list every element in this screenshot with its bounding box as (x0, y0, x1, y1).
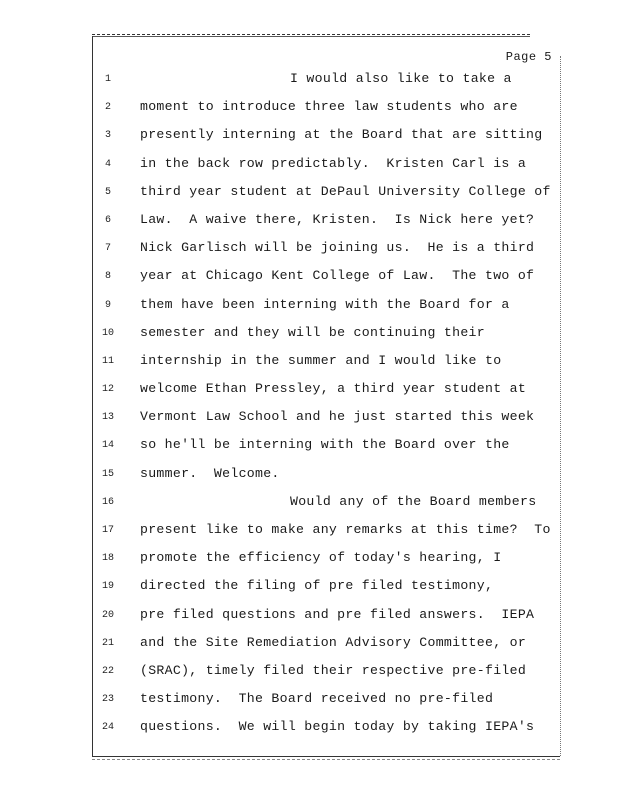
bottom-border-rule (92, 756, 560, 757)
transcript-line (0, 712, 618, 740)
transcript-line (0, 487, 618, 515)
transcript-line (0, 120, 618, 148)
line-number: 4 (104, 158, 111, 170)
transcript-line (0, 430, 618, 458)
line-number: 10 (101, 327, 114, 339)
line-number: 17 (101, 525, 114, 536)
line-number: 8 (104, 271, 111, 283)
line-number: 9 (104, 299, 111, 311)
transcript-line (0, 205, 618, 233)
transcript-line (0, 543, 618, 571)
transcript-line (0, 92, 618, 120)
line-number: 22 (101, 665, 114, 677)
line-text: welcome Ethan Pressley, a third year student at (140, 381, 527, 397)
line-text: Nick Garlisch will be joining us. He is a third (140, 240, 535, 256)
line-number: 11 (101, 355, 114, 367)
line-text: (SRAC), timely filed their respective pre-filed (140, 662, 527, 678)
line-text: presently interning at the Board that are sitting (140, 127, 543, 143)
transcript-line (0, 571, 618, 599)
line-number: 12 (101, 384, 114, 396)
transcript-line (0, 628, 618, 656)
line-number: 13 (101, 412, 114, 424)
transcript-line (0, 374, 618, 402)
transcript-line (0, 290, 618, 318)
line-text: moment to introduce three law students who are (140, 99, 518, 115)
transcript-line (0, 684, 618, 712)
line-text: so he'll be interning with the Board over the (140, 437, 510, 453)
line-text: and the Site Remediation Advisory Committee, or (140, 634, 527, 650)
transcript-line (0, 656, 618, 684)
top-border-rule (92, 34, 530, 35)
line-text: summer. Welcome. (140, 465, 280, 481)
line-text: Law. A waive there, Kristen. Is Nick here yet? (140, 211, 535, 227)
line-number: 20 (101, 609, 114, 621)
line-text: present like to make any remarks at this time? To (140, 522, 551, 537)
line-number: 21 (101, 637, 114, 649)
transcript-lines (0, 64, 618, 741)
transcript-line (0, 318, 618, 346)
line-number: 19 (101, 581, 114, 593)
line-text: them have been interning with the Board for a (140, 296, 510, 312)
line-text: pre filed questions and pre filed answers. IEPA (140, 606, 535, 622)
line-number: 2 (104, 102, 111, 114)
line-text: promote the efficiency of today's hearing, I (140, 550, 502, 566)
line-number: 15 (101, 468, 114, 480)
transcript-line (0, 149, 618, 177)
transcript-line (0, 459, 618, 487)
line-number: 7 (104, 243, 111, 255)
line-number: 18 (101, 553, 114, 565)
line-text: Vermont Law School and he just started this week (140, 409, 535, 425)
line-text: semester and they will be continuing their (140, 324, 485, 340)
line-text: third year student at DePaul University College of (140, 183, 551, 199)
bottom-border-rule-dashed (92, 759, 560, 760)
line-text: testimony. The Board received no pre-filed (140, 691, 494, 707)
transcript-line (0, 402, 618, 430)
page-number: Page 5 (505, 50, 552, 64)
transcript-line (0, 600, 618, 628)
line-number: 14 (101, 440, 114, 452)
line-text: directed the filing of pre filed testimony, (140, 578, 494, 594)
line-text: I would also like to take a (290, 71, 512, 86)
top-border-rule-solid (92, 36, 530, 37)
line-number: 1 (104, 74, 111, 85)
transcript-line (0, 177, 618, 205)
line-number: 23 (101, 694, 114, 706)
transcript-line (0, 346, 618, 374)
line-number: 16 (101, 496, 114, 508)
transcript-line (0, 261, 618, 289)
transcript-line (0, 64, 618, 92)
line-text: in the back row predictably. Kristen Carl is a (140, 155, 527, 171)
line-number: 6 (104, 214, 111, 226)
line-text: questions. We will begin today by taking IEPA's (140, 719, 535, 735)
line-number: 5 (104, 186, 111, 198)
line-text: Would any of the Board members (290, 493, 537, 509)
transcript-line (0, 515, 618, 543)
line-text: year at Chicago Kent College of Law. The two of (140, 268, 535, 284)
line-number: 24 (101, 722, 114, 734)
transcript-line (0, 233, 618, 261)
line-text: internship in the summer and I would like to (140, 352, 502, 368)
line-number: 3 (104, 130, 111, 142)
